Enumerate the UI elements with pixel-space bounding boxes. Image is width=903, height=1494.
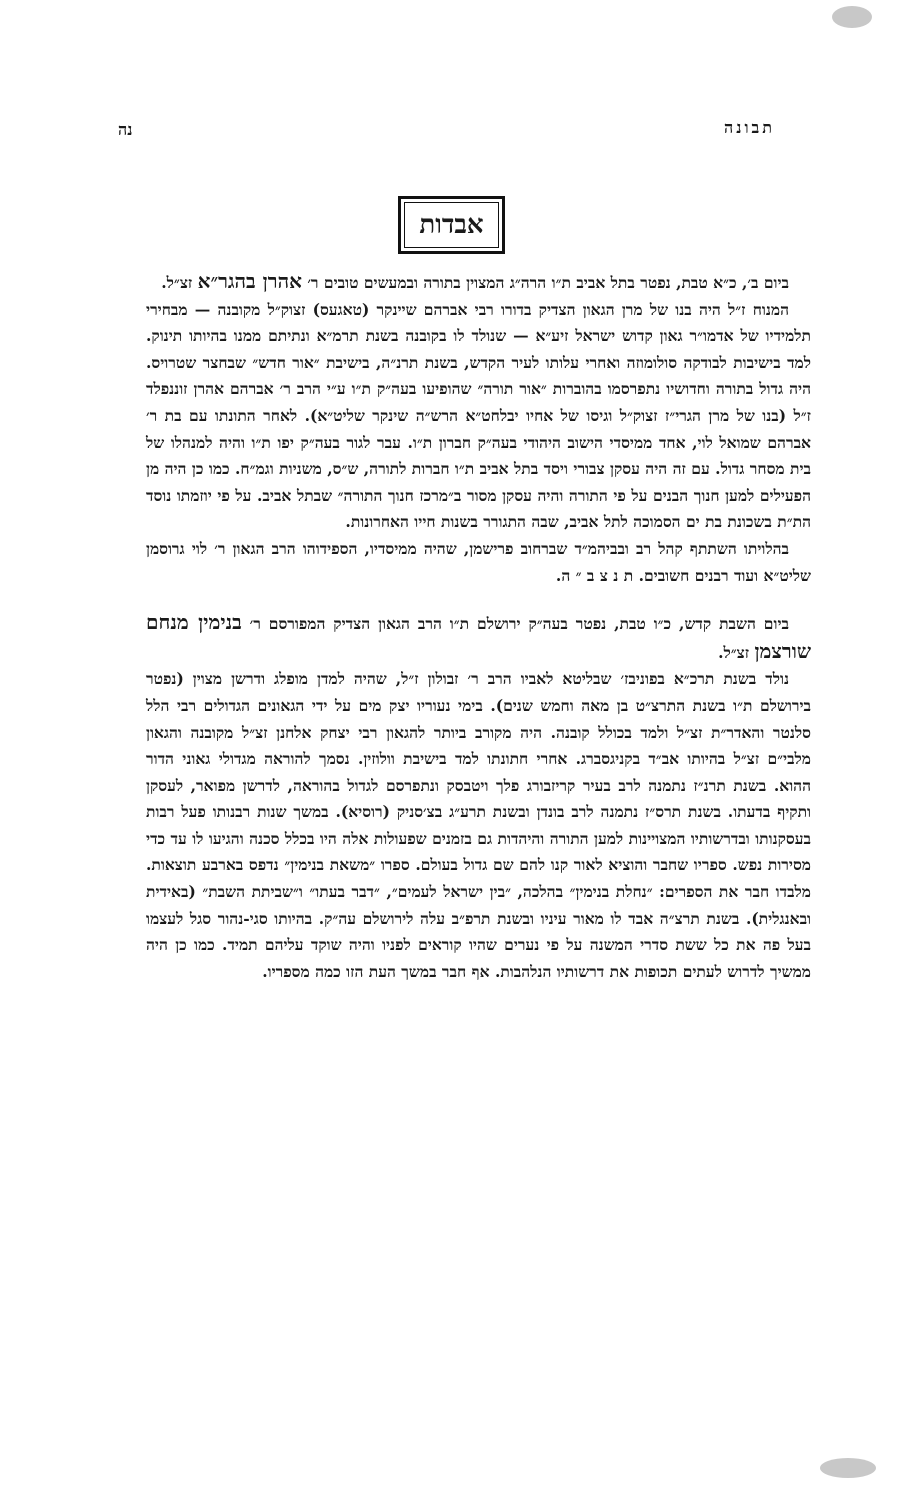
obituary-separator [146, 589, 811, 609]
obituary-1-paragraph-2: בהלויתו השתתף קהל רב ובביהמ״ד שברחוב פרישמן, שהיה ממיסדיו, הספידוהו הרב הגאון ר׳ לוי גרוסמן שליט״א ועוד רבנים חשובים. ת נ צ ב ״ ה. [146, 538, 811, 585]
obituary-1-intro-text: ביום ב׳, כ״א טבת, נפטר בתל אביב ת״ו הרה״ג המצוין בתורה ובמעשים טובים ר׳ [307, 273, 789, 292]
running-title: תבונה [724, 118, 775, 137]
scan-speck-top-right [832, 6, 872, 28]
obituary-2-suffix: זצ״ל. [718, 642, 750, 662]
obituary-2-intro [146, 609, 811, 666]
obituary-2-paragraph-1: נולד בשנת תרכ״א בפוניבז׳ שבליטא לאביו הרב ר׳ זבולון ז״ל, שהיה למדן מופלג ודרשן מצוין (נפטר בירושלם ת״ו בשנת התרצ״ט בן מאה וחמש שנים). בימי נעוריו יצק מים על ידי הגאונים הגדולים רבי הלל סלנטר והאדר״ת זצ״ל ולמד בכולל קובנה. היה מקורב ביותר להגאון רבי יצחק אלחנן זצ״ל מקובנה והגאון מלבי״ם זצ״ל בהיותו אב״ד בקניגסברג. אחרי חתונתו למד בישיבת וולוזין. נסמך להוראה מגדולי גאוני הדור ההוא. בשנת תרנ״ז נתמנה לרב בעיר קריזבורג פלך ויטבסק ונתפרסם לגדול בהוראה, לדרשן מפואר, לעסקן ותקיף בדעתו. בשנת תרס״ז נתמנה לרב בונדן ובשנת תרע״ג בצ׳סניק (רוסיא). במשך שנות רבנותו פעל רבות בעסקנותו ובדרשותיו המצויינות למען התורה והיהדות גם בזמנים שפעולות אלה היו בכלל סכנה והגיעו לו עד כדי מסירות נפש. ספריו שחבר והוציא לאור קנו להם שם גדול בעולם. ספרו ״משאת בנימין״ נדפס בארבע תוצאות. מלבדו חבר את הספרים: ״נחלת בנימין״ בהלכה, ״בין ישראל לעמים״, ״דבר בעתו״ ו״שביתת השבת״ (באידית ובאנגלית). בשנת תרצ״ה אבד לו מאור עיניו ובשנת תרפ״ב עלה לירושלם עה״ק. בהיותו סגי-נהור סגל לעצמו בעל פה את כל ששת סדרי המשנה על פי נערים שהיו קוראים לפניו והיה שוקד עליהם תמיד. כמו כן היה ממשיך לדרוש לעתים תכופות את דרשותיו הנלהבות. אף חבר במשך העת הזו כמה מספריו. [146, 669, 811, 981]
article-body [146, 268, 811, 985]
obituary-1-intro [146, 268, 811, 297]
scan-speck-bottom-right [820, 1458, 876, 1478]
obituary-2-name: בנימין מנחם שורצמן [146, 610, 811, 663]
section-heading-frame [398, 196, 504, 254]
section-heading-wrap [0, 196, 903, 254]
section-heading: אבדות [404, 202, 498, 248]
obituary-2-intro-text: ביום השבת קדש, כ״ו טבת, נפטר בעה״ק ירושלם ת״ו הרב הגאון הצדיק המפורסם ר׳ [249, 614, 789, 634]
obituary-1-paragraph-1: המנוח ז״ל היה בנו של מרן הגאון הצדיק בדורו רבי אברהם שיינקר (טאגעס) זצוק״ל מקובנה — מבחירי תלמידיו של אדמו״ר גאון קדוש ישראל זיע״א — שנולד לו בקובנה בשנת תרמ״א ונתיתם ממנו בהיותו תינוק. למד בישיבות לבודקה סולומוזה ואחרי עלותו לעיר הקדש, בשנת תרנ״ה, בישיבת ״אור חדש״ שבחצר שטרויס. היה גדול בתורה וחדושיו נתפרסמו בהוברות ״אור תורה״ שהופיעו בעה״ק ת״ו ע״י הרב ר׳ אברהם אהרן זוננפלד ז״ל (בנו של מרן הגרי״ז זצוק״ל וגיסו של אחיו יבלחט״א הרש״ה שינקר שליט״א). לאחר התונתו עם בת ר׳ אברהם שמואל לוי, אחד ממיסדי הישוב היהודי בעה״ק חברון ת״ו. עבר לגור בעה״ק יפו ת״ו והיה למנהלו של בית מסחר גדול. עם זה היה עסקן צבורי ויסד בתל אביב ת״ו חברות לתורה, ש״ס, משניות וגמ״ח. כמו כן היה מן הפעילים למען חנוך הבנים על פי התורה והיה עסקן מסור ב״מרכז חנוך התורה״ שבתל אביב. על פי יוזמתו נוסד הת״ת בשכונת בת ים הסמוכה לתל אביב, שבה התגורר בשנות חייו האחרונות. [146, 299, 811, 532]
page-number: נה [118, 120, 133, 139]
obituary-1-suffix: זצ״ל. [161, 273, 193, 292]
obituary-1-name: אהרן בהגר״א [197, 269, 302, 293]
